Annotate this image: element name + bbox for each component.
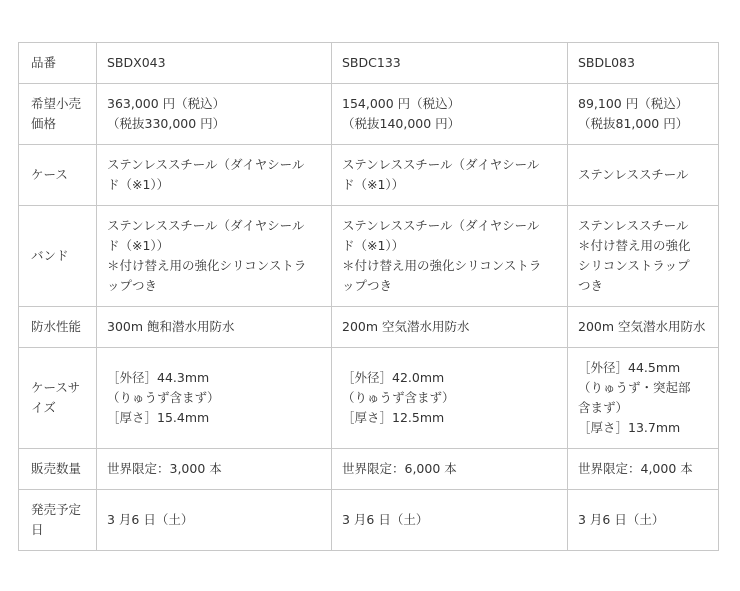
table-cell [568, 490, 719, 551]
cell-line: ［外径］44.3mm [107, 370, 210, 385]
header-cell-model: SBDX043 [97, 43, 332, 84]
table-cell [568, 307, 719, 348]
cell-line: ド（※1）） [342, 177, 405, 192]
cell-line: ［厚さ］15.4mm [107, 410, 210, 425]
cell-line: ＊付け替え用の強化 [578, 238, 691, 253]
table-cell [332, 348, 568, 449]
row-label-line: 販売数量 [31, 461, 82, 476]
table-cell [332, 145, 568, 206]
row-label-line: 発売予定 [31, 502, 82, 517]
row-label-line: 日 [31, 522, 44, 537]
cell-line: 3 月6 日（土） [342, 512, 429, 527]
cell-line: ステンレススチール（ダイヤシール [107, 157, 305, 172]
table-cell [332, 490, 568, 551]
cell-line: 300m 飽和潜水用防水 [107, 319, 235, 334]
cell-line: 世界限定：6,000 本 [342, 461, 457, 476]
table-cell [332, 84, 568, 145]
row-label-line: 防水性能 [31, 319, 82, 334]
table-cell [97, 307, 332, 348]
table-cell [97, 348, 332, 449]
cell-line: 3 月6 日（土） [578, 512, 665, 527]
row-price [19, 84, 719, 145]
table-cell [97, 206, 332, 307]
cell-line: ップつき [342, 278, 393, 293]
cell-line: 世界限定：3,000 本 [107, 461, 222, 476]
cell-line: （りゅうず・突起部 [578, 380, 691, 395]
row-case [19, 145, 719, 206]
cell-line: （りゅうず含まず） [342, 390, 455, 405]
cell-line: ［外径］42.0mm [342, 370, 445, 385]
table-cell [97, 449, 332, 490]
cell-line: 含まず） [578, 400, 629, 415]
row-label [19, 307, 97, 348]
table-cell [332, 307, 568, 348]
row-band [19, 206, 719, 307]
cell-line: ステンレススチール（ダイヤシール [107, 218, 305, 233]
row-label [19, 348, 97, 449]
cell-line: ップつき [107, 278, 158, 293]
header-cell-label: 品番 [19, 43, 97, 84]
table-cell [97, 84, 332, 145]
cell-line: 363,000 円（税込） [107, 96, 226, 111]
cell-line: （税抜330,000 円） [107, 116, 226, 131]
cell-line: 154,000 円（税込） [342, 96, 461, 111]
table-cell [568, 145, 719, 206]
header-cell-model: SBDL083 [568, 43, 719, 84]
row-label-line: バンド [31, 248, 69, 263]
table-cell [332, 206, 568, 307]
cell-line: ステンレススチール [578, 167, 689, 182]
cell-line: ド（※1）） [107, 177, 170, 192]
cell-line: 200m 空気潜水用防水 [342, 319, 470, 334]
header-row [19, 43, 719, 84]
cell-line: ［厚さ］13.7mm [578, 420, 681, 435]
row-label-line: ケースサ [31, 380, 81, 395]
cell-line: ＊付け替え用の強化シリコンストラ [342, 258, 542, 273]
cell-line: ［外径］44.5mm [578, 360, 681, 375]
row-label-line: 希望小売 [31, 96, 82, 111]
table-cell [97, 145, 332, 206]
row-quantity [19, 449, 719, 490]
table-cell [568, 449, 719, 490]
cell-line: 3 月6 日（土） [107, 512, 194, 527]
row-label [19, 84, 97, 145]
cell-line: 200m 空気潜水用防水 [578, 319, 706, 334]
spec-table-body [19, 43, 719, 551]
table-cell [568, 84, 719, 145]
cell-line: ド（※1）） [342, 238, 405, 253]
row-label-line: 価格 [31, 116, 57, 131]
cell-line: 世界限定：4,000 本 [578, 461, 693, 476]
spec-table [18, 42, 719, 551]
cell-line: 89,100 円（税込） [578, 96, 689, 111]
cell-line: つき [578, 278, 604, 293]
row-label-line: イズ [31, 400, 56, 415]
cell-line: シリコンストラップ [578, 258, 690, 273]
row-label [19, 206, 97, 307]
table-cell [568, 206, 719, 307]
cell-line: ド（※1）） [107, 238, 170, 253]
row-label [19, 449, 97, 490]
row-label [19, 145, 97, 206]
cell-line: （りゅうず含まず） [107, 390, 220, 405]
table-cell [332, 449, 568, 490]
cell-line: ステンレススチール（ダイヤシール [342, 218, 540, 233]
cell-line: ［厚さ］12.5mm [342, 410, 445, 425]
cell-line: ＊付け替え用の強化シリコンストラ [107, 258, 307, 273]
cell-line: （税抜140,000 円） [342, 116, 461, 131]
table-cell [97, 490, 332, 551]
cell-line: （税抜81,000 円） [578, 116, 689, 131]
cell-line: ステンレススチール（ダイヤシール [342, 157, 540, 172]
cell-line: ステンレススチール [578, 218, 689, 233]
header-cell-model: SBDC133 [332, 43, 568, 84]
row-release-date [19, 490, 719, 551]
row-case-size [19, 348, 719, 449]
row-water-resistance [19, 307, 719, 348]
row-label [19, 490, 97, 551]
row-label-line: ケース [31, 167, 68, 182]
table-cell [568, 348, 719, 449]
